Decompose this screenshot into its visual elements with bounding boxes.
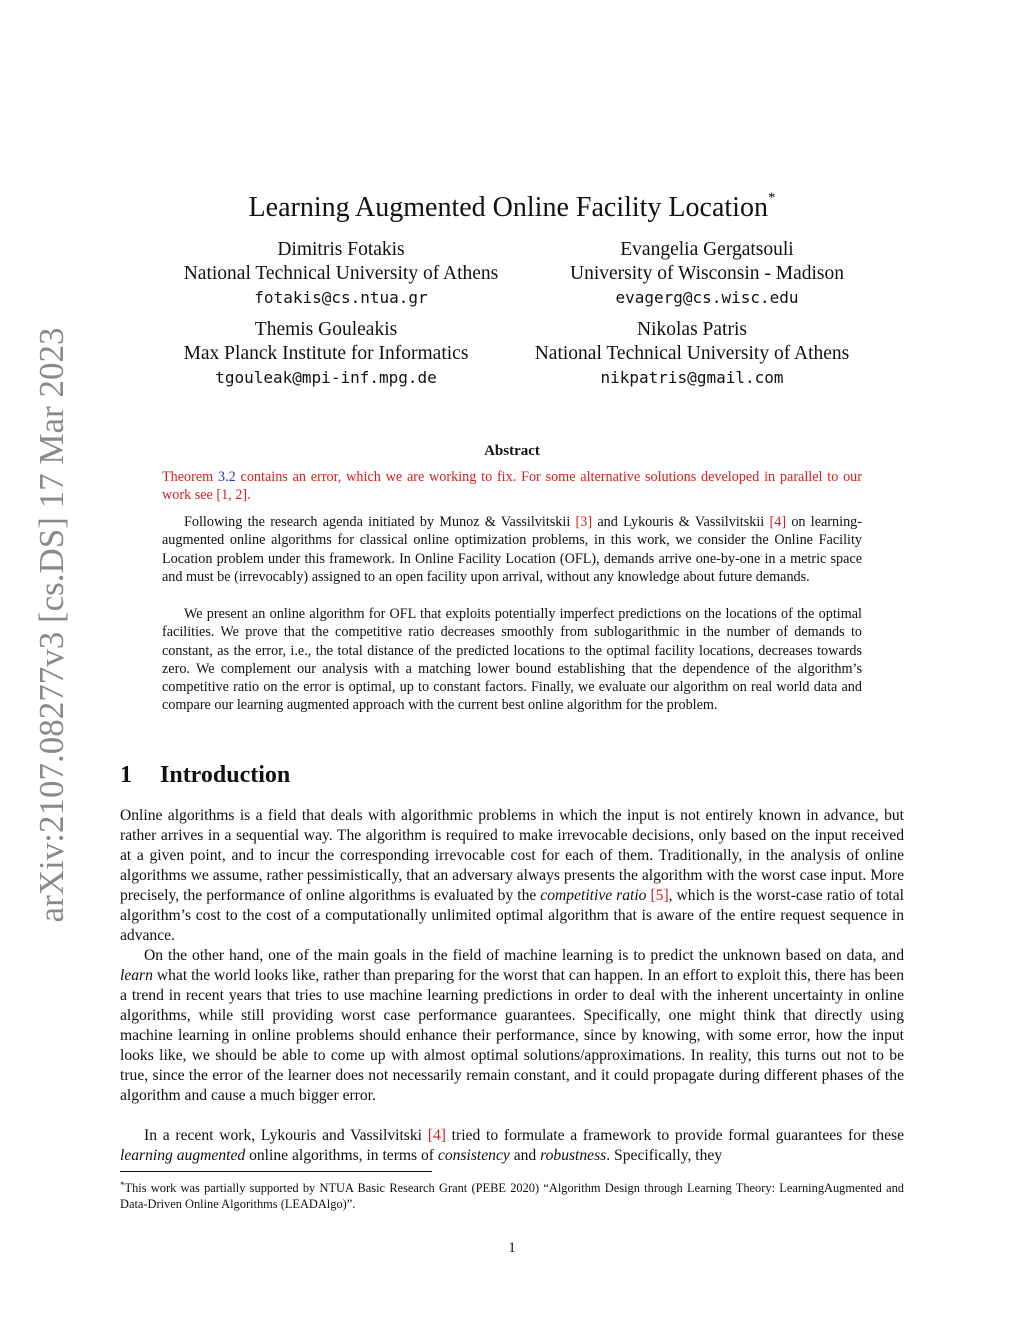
emphasis: robustness — [540, 1147, 607, 1165]
text-run: and — [509, 1147, 541, 1165]
body-paragraph — [120, 1126, 904, 1166]
title-footnote-mark: * — [767, 190, 776, 206]
author-name: Themis Gouleakis — [254, 319, 398, 340]
abstract-paragraph: We present an online algorithm for OFL that exploits potentially imperfect predictions on the locations of the optimal facilities. We prove that the competitive ratio decreases smoothly from sublogarithmic in the number of demands to constant, as the error, i.e., the total distance of the predicted locations to the optimal facility locations, decreases towards zero. We complement our analysis with a matching lower bound establishing that the dependence of the algorithm’s competitive ratio on the error is optimal, up to constant factors. Finally, we evaluate our algorithm on real world data and compare our learning augmented approach with the current best online algorithm for the problem. — [162, 606, 862, 714]
text-run: tried to formulate a framework to provide formal guarantees for these — [445, 1127, 904, 1144]
footnote — [120, 1177, 904, 1212]
text-run: Online algorithms is a field that deals with algorithmic problems in which the input is not entirely known in advance, but rather arrives in a sequential way. The algorithm is required to make irrevocable decisions, only based on the input received at a given point, and to incur the corresponding irrevocable cost for each of them. Traditionally, in the analysis of online algorithms we assume, rather pessimistically, that an adversary always presents the algorithm with the worst case input. More precisely, the performance of online algorithms is evaluated by the — [120, 807, 904, 905]
author-block — [512, 318, 872, 390]
author-affiliation: Max Planck Institute for Informatics — [183, 343, 469, 364]
footnote-rule — [120, 1171, 432, 1172]
author-block — [145, 318, 507, 390]
author-block — [540, 238, 874, 310]
author-email[interactable]: tgouleak@mpi-inf.mpg.de — [215, 368, 437, 387]
text-run: on learning-augmented online algorithms for classical online optimization problems, in this work, we consider the Online Facility Location problem under this framework. In Online Facility Location (OFL), demands arrive one-by-one in a metric space and must be (irrevocably) assigned to an open facility upon arrival, without any knowledge about future demands. — [162, 514, 862, 585]
page-number: 1 — [508, 1240, 516, 1256]
erratum-text: contains an error, which we are working to fix. For some alternative solutions developed in parallel to our work see [1, 2]. — [162, 469, 862, 504]
footnote-mark: * — [120, 1180, 125, 1190]
author-email[interactable]: nikpatris@gmail.com — [600, 368, 784, 387]
section-number: 1 — [120, 762, 132, 788]
author-email[interactable]: evagerg@cs.wisc.edu — [615, 288, 799, 307]
text-run: online algorithms, in terms of — [245, 1147, 438, 1165]
citation-link[interactable]: [3] — [575, 514, 593, 530]
author-affiliation: National Technical University of Athens — [534, 343, 850, 364]
title-text: Learning Augmented Online Facility Location — [248, 192, 768, 223]
emphasis: consistency — [437, 1147, 510, 1165]
section-heading — [120, 760, 290, 790]
section-title: Introduction — [160, 762, 291, 788]
author-affiliation: University of Wisconsin - Madison — [570, 263, 844, 284]
emphasis: learn — [120, 967, 153, 985]
arxiv-identifier: arXiv:2107.08277v3 [cs.DS] 17 Mar 2023 — [32, 327, 71, 923]
abstract-heading: Abstract — [484, 443, 540, 459]
author-name: Dimitris Fotakis — [277, 239, 405, 260]
emphasis: competitive ratio — [540, 887, 647, 905]
emphasis: learning augmented — [120, 1147, 246, 1165]
paper-title — [120, 178, 904, 228]
citation-link[interactable]: [4] — [769, 514, 787, 530]
abstract-erratum — [162, 468, 862, 505]
text-run: , which is the worst-case ratio of total algorithm’s cost to the cost of a computationally unlimited optimal algorithm that is aware of the entire request sequence in advance. — [120, 887, 904, 945]
text-run: Following the research agenda initiated by Munoz & Vassilvitskii — [184, 514, 576, 530]
footnote-text: This work was partially supported by NTUA Basic Research Grant (PEBE 2020) “Algorithm Design through Learning Theory: LearningAugmented and Data-Driven Online Algorithms (LEADAlgo)”. — [120, 1181, 904, 1211]
author-name: Evangelia Gergatsouli — [620, 239, 794, 260]
text-run: On the other hand, one of the main goals in the field of machine learning is to predict the unknown based on data, and — [144, 947, 904, 964]
text-run: and Lykouris & Vassilvitskii — [592, 514, 770, 530]
author-email[interactable]: fotakis@cs.ntua.gr — [254, 288, 428, 307]
erratum-text: Theorem — [162, 469, 219, 485]
theorem-link[interactable]: 3.2 — [218, 469, 236, 485]
text-run: . Specifically, they — [606, 1147, 723, 1165]
body-paragraph — [120, 946, 904, 1106]
text-run: what the world looks like, rather than preparing for the worst that can happen. In an effort to exploit this, there has been a trend in recent years that tries to use machine learning predictions in order to deal with the inherent uncertainty in online algorithms, while still providing worst case performance guarantees. Specifically, one might think that directly using machine learning in online problems should enhance their performance, since by knowing, with some error, how the input looks like, we should be able to come up with almost optimal solutions/approximations. In reality, this turns out not to be true, since the error of the learner does not necessarily remain constant, and it could propagate during different phases of the algorithm and cause a much bigger error. — [120, 967, 904, 1105]
citation-link[interactable]: [5] — [650, 887, 669, 905]
abstract-paragraph — [162, 513, 862, 586]
citation-link[interactable]: [4] — [427, 1127, 446, 1144]
author-affiliation: National Technical University of Athens — [183, 263, 499, 284]
author-name: Nikolas Patris — [637, 319, 747, 340]
author-block — [160, 238, 522, 310]
text-run: In a recent work, Lykouris and Vassilvitski — [144, 1127, 428, 1144]
body-paragraph — [120, 806, 904, 946]
